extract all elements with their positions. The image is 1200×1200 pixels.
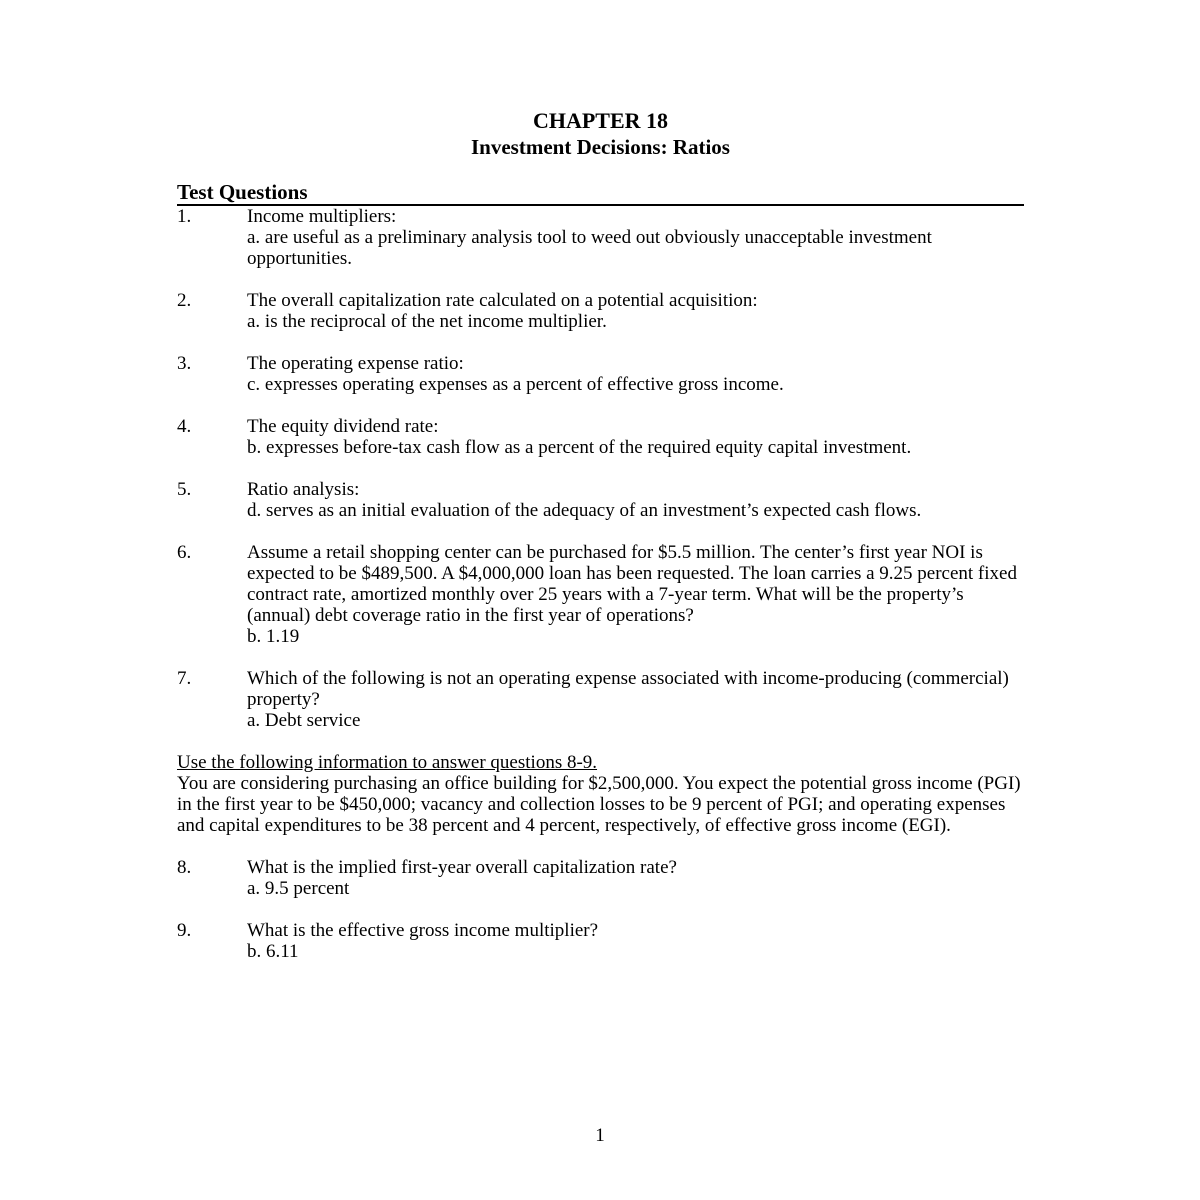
question-item <box>177 479 1024 521</box>
question-answer: b. expresses before-tax cash flow as a percent of the required equity capital investment. <box>247 437 912 458</box>
question-number: 9. <box>177 920 192 941</box>
question-item <box>177 857 1024 899</box>
question-answer: a. are useful as a preliminary analysis tool to weed out obviously unacceptable investment opportunities. <box>247 227 932 269</box>
question-number: 2. <box>177 290 192 311</box>
question-body <box>247 353 1024 395</box>
question-body <box>247 416 1024 458</box>
document-page <box>177 108 1024 983</box>
question-text: The overall capitalization rate calculated on a potential acquisition: <box>247 290 758 311</box>
question-item <box>177 290 1024 332</box>
question-number: 1. <box>177 206 192 227</box>
question-text: Ratio analysis: <box>247 479 360 500</box>
question-number: 5. <box>177 479 192 500</box>
question-body <box>247 290 1024 332</box>
question-item <box>177 353 1024 395</box>
question-list-part1 <box>177 206 1024 731</box>
question-answer: c. expresses operating expenses as a percent of effective gross income. <box>247 374 784 395</box>
question-body <box>247 920 1024 962</box>
question-list-part2 <box>177 857 1024 962</box>
question-answer: b. 1.19 <box>247 626 300 647</box>
question-answer: a. Debt service <box>247 710 361 731</box>
question-item <box>177 920 1024 962</box>
question-answer: a. 9.5 percent <box>247 878 350 899</box>
question-body <box>247 479 1024 521</box>
question-item <box>177 542 1024 647</box>
question-text: The operating expense ratio: <box>247 353 464 374</box>
question-answer: a. is the reciprocal of the net income multiplier. <box>247 311 607 332</box>
info-heading: Use the following information to answer questions 8-9. <box>177 752 598 773</box>
question-text: The equity dividend rate: <box>247 416 439 437</box>
question-number: 8. <box>177 857 192 878</box>
question-answer: b. 6.11 <box>247 941 299 962</box>
question-number: 3. <box>177 353 192 374</box>
question-answer: d. serves as an initial evaluation of the adequacy of an investment’s expected cash flows. <box>247 500 922 521</box>
question-number: 7. <box>177 668 192 689</box>
section-heading: Test Questions <box>177 180 1024 206</box>
question-body <box>247 542 1024 647</box>
chapter-number: CHAPTER 18 <box>532 108 669 133</box>
question-body <box>247 206 1024 269</box>
question-item <box>177 668 1024 731</box>
chapter-title: Investment Decisions: Ratios <box>471 135 730 159</box>
question-text: Income multipliers: <box>247 206 397 227</box>
info-text: You are considering purchasing an office building for $2,500,000. You expect the potential gross income (PGI) in the first year to be $450,000; vacancy and collection losses to be 9 percent of PGI; and operating expenses and capital expenditures to be 38 percent and 4 percent, respectively, of effective gross income (EGI). <box>177 773 1021 836</box>
question-number: 4. <box>177 416 192 437</box>
question-number: 6. <box>177 542 192 563</box>
question-body <box>247 857 1024 899</box>
page-number: 1 <box>595 1125 605 1146</box>
question-item <box>177 416 1024 458</box>
question-text: Assume a retail shopping center can be purchased for $5.5 million. The center’s first year NOI is expected to be $489,500. A $4,000,000 loan has been requested. The loan carries a 9.25 percent fixed contract rate, amortized monthly over 25 years with a 7-year term. What will be the property’s (annual) debt coverage ratio in the first year of operations? <box>247 542 1017 626</box>
question-text: What is the implied first-year overall capitalization rate? <box>247 857 677 878</box>
question-item <box>177 206 1024 269</box>
question-body <box>247 668 1024 731</box>
question-text: Which of the following is not an operating expense associated with income-producing (commercial) property? <box>247 668 1009 710</box>
question-text: What is the effective gross income multiplier? <box>247 920 599 941</box>
shared-info-block <box>177 752 1024 836</box>
